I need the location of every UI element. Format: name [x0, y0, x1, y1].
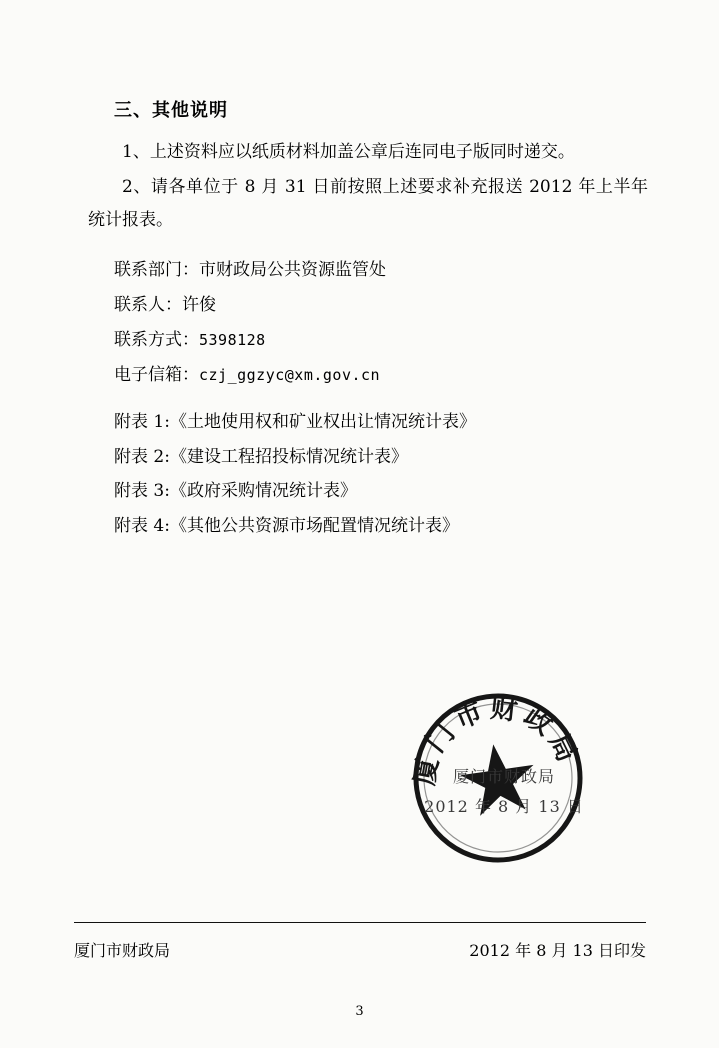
contact-department-value: 市财政局公共资源监管处	[199, 260, 386, 281]
paragraph-2: 2、请各单位于 8 月 31 日前按照上述要求补充报送 2012 年上半年统计报表。	[88, 177, 648, 231]
contact-phone-value: 5398128	[199, 331, 266, 350]
attachment-item: 附表 1:《土地使用权和矿业权出让情况统计表》	[114, 411, 476, 432]
document-body	[88, 96, 648, 544]
seal-overlay-org: 厦门市财政局	[452, 767, 555, 786]
contact-email-line	[88, 358, 648, 393]
footer-divider	[74, 922, 646, 923]
attachment-item: 附表 4:《其他公共资源市场配置情况统计表》	[114, 516, 459, 537]
contact-phone-label: 联系方式：	[114, 330, 199, 351]
contact-email-label: 电子信箱：	[114, 364, 199, 385]
contact-person-label: 联系人：	[114, 295, 182, 316]
contact-person-line	[88, 288, 648, 323]
contact-department-label: 联系部门：	[114, 260, 199, 281]
contact-department-line	[88, 253, 648, 288]
footer-right-text: 2012 年 8 月 13 日印发	[469, 941, 646, 960]
section-heading: 三、其他说明	[114, 100, 228, 121]
contact-phone-line	[88, 323, 648, 358]
footer-left-text: 厦门市财政局	[74, 941, 171, 960]
page-footer	[74, 938, 646, 961]
seal-overlay-date: 2012 年 8 月 13 日	[424, 797, 584, 817]
paragraph-1: 1、上述资料应以纸质材料加盖公章后连同电子版同时递交。	[122, 142, 575, 162]
page-number: 3	[355, 1004, 364, 1019]
attachment-list	[88, 405, 648, 544]
contact-person-value: 许俊	[182, 295, 216, 316]
seal-overlay-text	[404, 762, 604, 823]
contact-email-value: czj_ggzyc@xm.gov.cn	[199, 365, 381, 384]
contact-block	[88, 253, 648, 392]
attachment-item: 附表 3:《政府采购情况统计表》	[114, 481, 357, 502]
svg-text:厦门市财政局: 厦门市财政局	[409, 692, 585, 788]
attachment-item: 附表 2:《建设工程招投标情况统计表》	[114, 446, 408, 467]
